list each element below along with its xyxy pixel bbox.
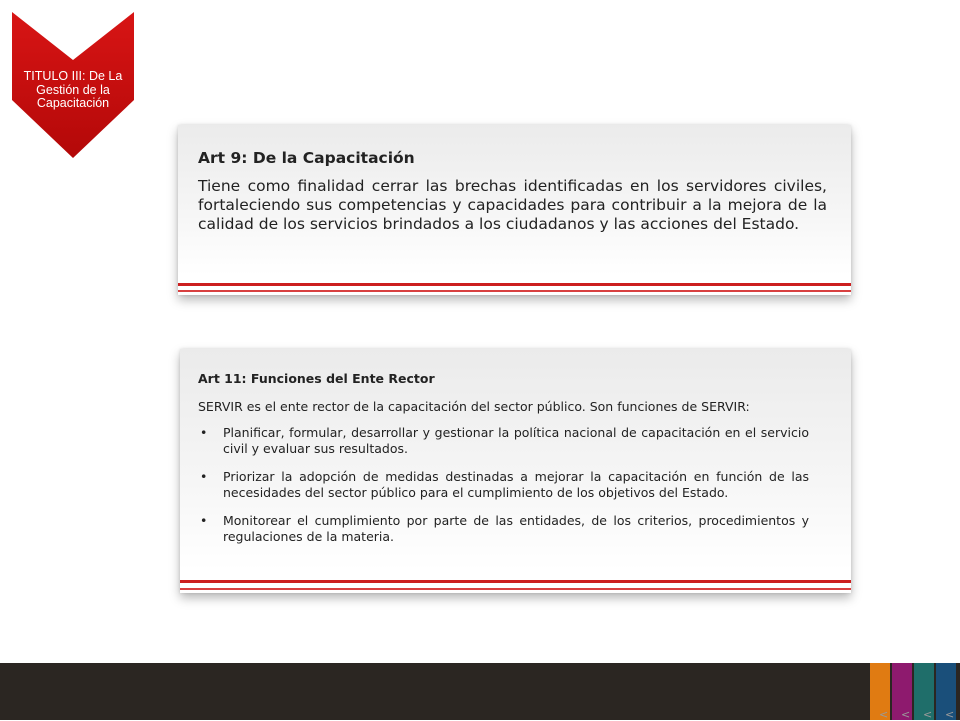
list-item: • Priorizar la adopción de medidas destinadas a mejorar la capacitación en función de las necesidades del sector público para el cumplimiento de los objetivos del Estado.	[200, 469, 809, 500]
card-divider-line	[178, 283, 851, 286]
footer-bar	[0, 663, 960, 720]
list-item: • Monitorear el cumplimiento por parte de las entidades, de los criterios, procedimientos y regulaciones de la materia.	[200, 513, 809, 544]
article-11-intro: SERVIR es el ente rector de la capacitación del sector público. Son funciones de SERVIR:	[198, 399, 750, 414]
nav-back-icon[interactable]: <	[901, 708, 911, 721]
article-11-title: Art 11: Funciones del Ente Rector	[198, 371, 435, 386]
functions-list	[198, 425, 809, 545]
article-9-card	[178, 125, 851, 295]
article-9-title: Art 9: De la Capacitación	[198, 149, 415, 167]
section-title: TITULO III: De La Gestión de la Capacitación	[23, 69, 123, 110]
article-11-card	[180, 349, 851, 593]
card-divider-line	[180, 580, 851, 583]
bullet-icon: •	[200, 425, 208, 440]
nav-back-icon[interactable]: <	[945, 708, 955, 721]
card-divider-line	[178, 290, 851, 292]
list-item: • Planificar, formular, desarrollar y gestionar la política nacional de capacitación en el servicio civil y evaluar sus resultados.	[200, 425, 809, 456]
bullet-icon: •	[200, 469, 208, 484]
card-divider-line	[180, 588, 851, 590]
section-badge	[12, 12, 134, 158]
bullet-icon: •	[200, 513, 208, 528]
nav-back-icon[interactable]: <	[879, 708, 889, 721]
nav-back-icon[interactable]: <	[923, 708, 933, 721]
article-9-body: Tiene como finalidad cerrar las brechas identificadas en los servidores civiles, fortaleciendo sus competencias y capacidades para contribuir a la mejora de la calidad de los servicios brindados a los ciudadanos y las acciones del Estado.	[198, 177, 827, 233]
